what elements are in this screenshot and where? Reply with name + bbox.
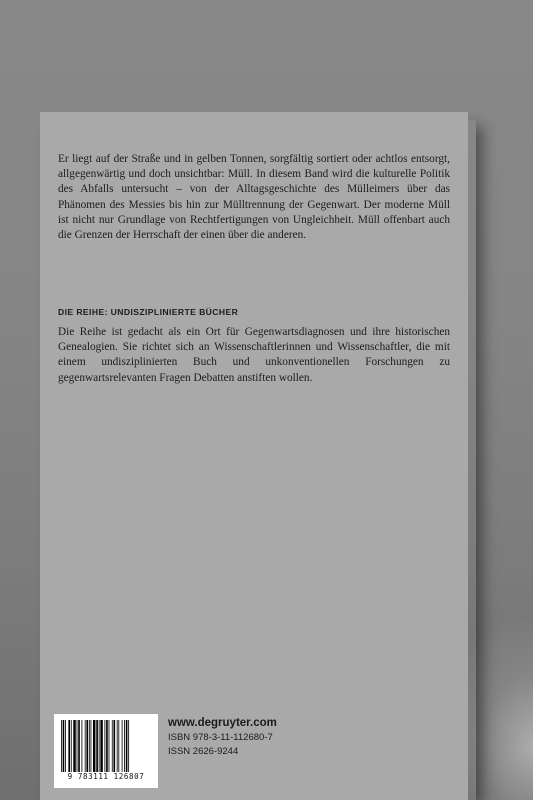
barcode-bar — [91, 720, 92, 772]
series-description: Die Reihe ist gedacht als ein Ort für Gegenwartsdiagnosen und ihre historischen Genealogien. Sie richtet sich an Wissenschaftlerinnen und Wissenschaftler, die mit einem undisziplinierten Buch und unkonventionellen Forschungen zu gegenwartsrelevanten Fragen Debatten anstiften wollen. — [58, 326, 450, 384]
barcode-bars — [60, 720, 152, 772]
blurb-text: Er liegt auf der Straße und in gelben Tonnen, sorgfältig sortiert oder achtlos entsorgt, allgegenwärtig und doch unsichtbar: Müll. In diesem Band wird die kulturelle Politik des Abfalls untersucht – von der Alltagsgeschichte des Mülleimers über das Phänomen des Messies bis hin zur Mülltrennung der Gegenwart. Der moderne Müll ist nicht nur Grundlage von Rechtfertigungen von Ungleichheit. Müll offenbart auch die Grenzen der Herrschaft der einen über die anderen. — [58, 153, 450, 242]
barcode-bar — [82, 720, 83, 772]
barcode-bar — [118, 720, 119, 772]
barcode-bar — [89, 720, 90, 772]
book-back-cover — [40, 112, 468, 800]
barcode-bar — [71, 720, 72, 772]
barcode-bar — [99, 720, 100, 772]
barcode-bar — [112, 720, 113, 772]
barcode-bar — [68, 720, 70, 772]
barcode-bar — [128, 720, 129, 772]
barcode-bar — [109, 720, 110, 772]
series-heading: DIE REIHE: UNDISZIPLINIERTE BÜCHER — [58, 307, 239, 317]
isbn: ISBN 978-3-11-112680-7 — [168, 732, 273, 743]
issn: ISSN 2626-9244 — [168, 746, 239, 757]
publisher-info — [168, 716, 277, 759]
barcode-bar — [100, 720, 102, 772]
barcode — [54, 714, 158, 788]
barcode-bar — [96, 720, 98, 772]
barcode-bar — [77, 720, 78, 772]
barcode-bar — [117, 720, 118, 772]
barcode-bar — [78, 720, 80, 772]
barcode-bar — [61, 720, 62, 772]
barcode-bar — [122, 720, 123, 772]
barcode-bar — [63, 720, 65, 772]
barcode-bar — [126, 720, 128, 772]
barcode-bar — [73, 720, 75, 772]
barcode-bar — [65, 720, 66, 772]
barcode-bar — [106, 720, 108, 772]
barcode-bar — [124, 720, 125, 772]
barcode-bar — [93, 720, 95, 772]
barcode-bar — [85, 720, 86, 772]
barcode-bar — [113, 720, 115, 772]
barcode-bar — [86, 720, 88, 772]
barcode-digits: 9 783111 126807 — [67, 772, 145, 781]
barcode-bar — [104, 720, 105, 772]
publisher-url: www.degruyter.com — [168, 717, 277, 729]
